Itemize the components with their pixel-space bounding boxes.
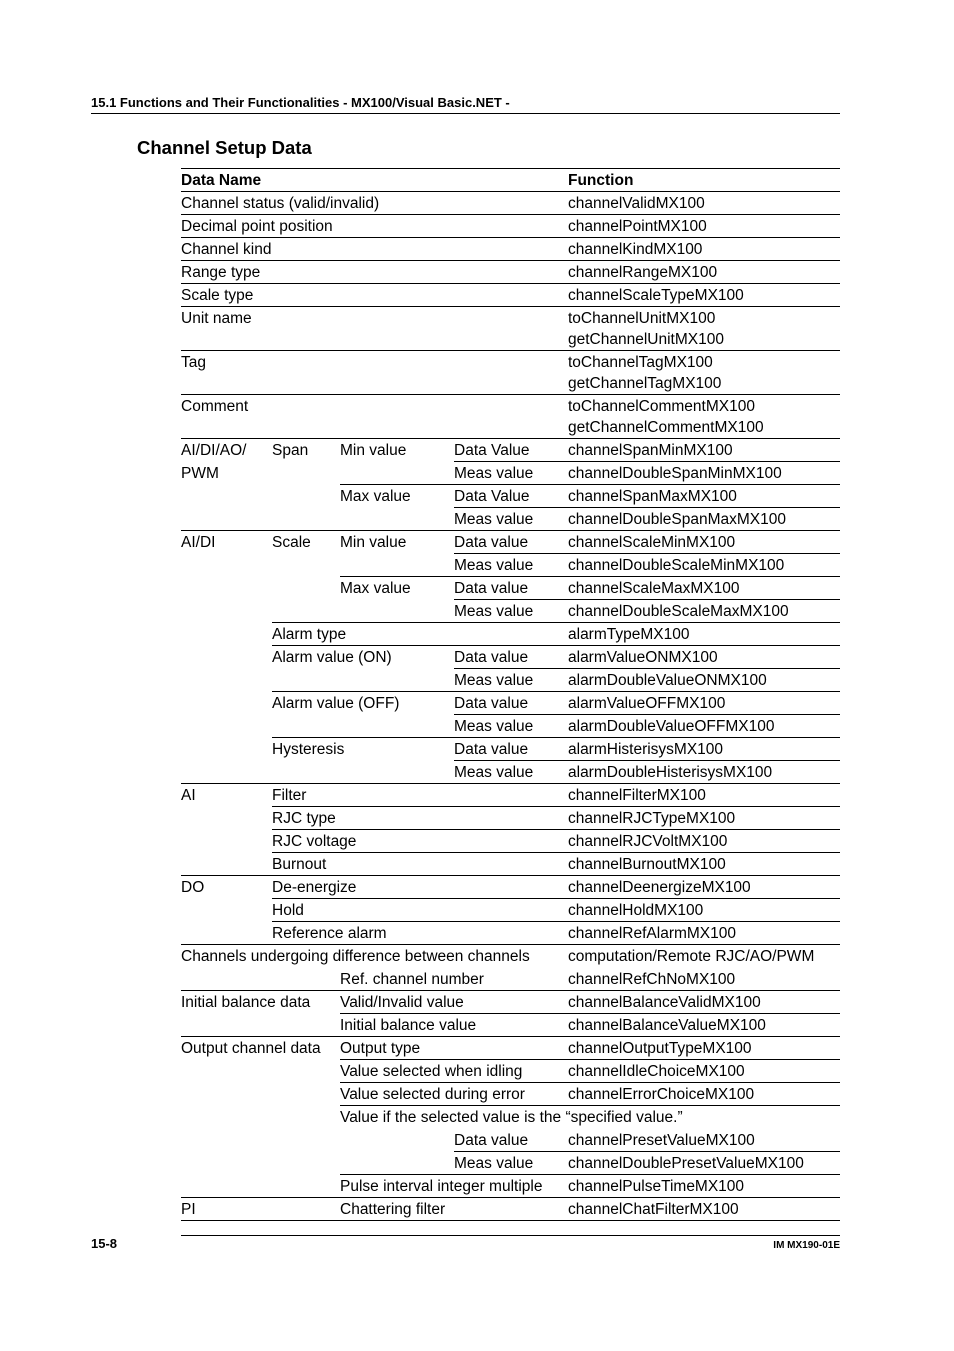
table-row	[181, 692, 840, 715]
data-name-cell: AI/DI	[181, 534, 216, 551]
data-name-cell: PI	[181, 1201, 196, 1218]
table-row	[181, 968, 840, 991]
function-cell: channelRJCVoltMX100	[568, 833, 728, 850]
table-row	[181, 715, 840, 738]
function-cell: toChannelCommentMX100 getChannelCommentMX100	[568, 398, 764, 436]
function-cell: alarmDoubleHisterisysMX100	[568, 764, 773, 781]
sub-cell: Alarm type	[272, 626, 347, 643]
running-head: 15.1 Functions and Their Functionalities - MX100/Visual Basic.NET -	[91, 95, 840, 114]
function-cell: channelBalanceValidMX100	[568, 994, 761, 1011]
sub-cell: Alarm value (ON)	[272, 649, 392, 666]
table-row	[181, 215, 840, 238]
table-row	[181, 439, 840, 462]
sub-cell: RJC type	[272, 810, 336, 827]
value-type-cell: Meas value	[454, 672, 534, 689]
table-row	[181, 1175, 840, 1198]
table-row	[181, 991, 840, 1014]
document-id: IM MX190-01E	[773, 1240, 840, 1251]
item-cell: Value selected when idling	[340, 1063, 523, 1080]
function-cell: alarmDoubleValueOFFMX100	[568, 718, 775, 735]
table-row	[181, 1060, 840, 1083]
channel-setup-table	[181, 168, 840, 1221]
function-cell: channelBurnoutMX100	[568, 856, 726, 873]
table-row	[181, 1152, 840, 1175]
data-name-cell: Comment	[181, 398, 249, 415]
function-cell: toChannelUnitMX100 getChannelUnitMX100	[568, 310, 724, 348]
data-name-cell: Decimal point position	[181, 218, 333, 235]
value-type-cell: Data Value	[454, 488, 530, 505]
table-row	[181, 508, 840, 531]
function-cell: channelRefChNoMX100	[568, 971, 736, 988]
data-name-cell: Initial balance data	[181, 994, 311, 1011]
item-cell: Initial balance value	[340, 1017, 477, 1034]
function-cell: channelPointMX100	[568, 218, 707, 235]
table-row	[181, 485, 840, 508]
sub-cell: Filter	[272, 787, 307, 804]
table-row	[181, 238, 840, 261]
table-row	[181, 351, 840, 395]
function-cell: computation/Remote RJC/AO/PWM	[568, 948, 815, 965]
item-cell: Pulse interval integer multiple	[340, 1178, 543, 1195]
function-cell: channelRefAlarmMX100	[568, 925, 737, 942]
table-row	[181, 669, 840, 692]
function-cell: toChannelTagMX100 getChannelTagMX100	[568, 354, 722, 392]
value-type-cell: Meas value	[454, 603, 534, 620]
item-cell: Min value	[340, 442, 407, 459]
table-row	[181, 922, 840, 945]
item-cell: Max value	[340, 488, 411, 505]
column-header-function: Function	[568, 172, 634, 189]
data-name-cell: Channel kind	[181, 241, 272, 258]
sub-cell: Hold	[272, 902, 304, 919]
function-cell: channelDoubleSpanMinMX100	[568, 465, 782, 482]
table-row	[181, 623, 840, 646]
sub-cell: De-energize	[272, 879, 357, 896]
table-row	[181, 738, 840, 761]
table-row	[181, 807, 840, 830]
function-cell: channelDoubleScaleMaxMX100	[568, 603, 789, 620]
item-cell: Value selected during error	[340, 1086, 525, 1103]
value-type-cell: Meas value	[454, 1155, 534, 1172]
value-type-cell: Meas value	[454, 718, 534, 735]
function-cell: channelScaleMaxMX100	[568, 580, 740, 597]
function-cell: alarmHisterisysMX100	[568, 741, 724, 758]
data-name-cell: Unit name	[181, 310, 252, 327]
table-row	[181, 261, 840, 284]
sub-cell: Reference alarm	[272, 925, 387, 942]
function-cell: channelIdleChoiceMX100	[568, 1063, 745, 1080]
function-cell: channelDoubleScaleMinMX100	[568, 557, 785, 574]
data-name-cell: Scale type	[181, 287, 254, 304]
function-cell: channelBalanceValueMX100	[568, 1017, 766, 1034]
table-row	[181, 646, 840, 669]
table-row	[181, 830, 840, 853]
table-row	[181, 395, 840, 439]
value-type-cell: Meas value	[454, 511, 534, 528]
data-name-cell: AI/DI/AO/	[181, 442, 247, 459]
function-cell: channelOutputTypeMX100	[568, 1040, 752, 1057]
sub-cell: RJC voltage	[272, 833, 357, 850]
value-type-cell: Data value	[454, 741, 529, 758]
value-type-cell: Data value	[454, 695, 529, 712]
data-name-cell: PWM	[181, 465, 219, 482]
function-cell: alarmDoubleValueONMX100	[568, 672, 767, 689]
function-cell: alarmValueOFFMX100	[568, 695, 726, 712]
table-row	[181, 531, 840, 554]
table-row	[181, 1129, 840, 1152]
sub-cell: Hysteresis	[272, 741, 345, 758]
page-number: 15-8	[91, 1236, 118, 1251]
item-cell: Valid/Invalid value	[340, 994, 464, 1011]
table-row	[181, 192, 840, 215]
value-type-cell: Data value	[454, 534, 529, 551]
column-header-data-name: Data Name	[181, 172, 262, 189]
function-cell: channelSpanMaxMX100	[568, 488, 737, 505]
data-name-cell: DO	[181, 879, 205, 896]
function-cell: alarmTypeMX100	[568, 626, 690, 643]
function-cell: channelDeenergizeMX100	[568, 879, 751, 896]
function-cell: channelPresetValueMX100	[568, 1132, 755, 1149]
function-cell: channelSpanMinMX100	[568, 442, 733, 459]
data-name-cell: Tag	[181, 354, 206, 371]
value-type-cell: Data Value	[454, 442, 530, 459]
function-cell: channelPulseTimeMX100	[568, 1178, 745, 1195]
function-cell: channelRangeMX100	[568, 264, 718, 281]
section-title: Channel Setup Data	[137, 137, 312, 158]
item-cell: Ref. channel number	[340, 971, 484, 988]
function-cell: channelDoubleSpanMaxMX100	[568, 511, 787, 528]
function-cell: channelKindMX100	[568, 241, 703, 258]
data-name-cell: Channel status (valid/invalid)	[181, 195, 380, 212]
table-row	[181, 1037, 840, 1060]
function-cell: channelHoldMX100	[568, 902, 704, 919]
function-cell: channelChatFilterMX100	[568, 1201, 739, 1218]
table-row	[181, 876, 840, 899]
table-row	[181, 1106, 840, 1129]
function-cell: channelDoublePresetValueMX100	[568, 1155, 804, 1172]
footer-rule	[181, 1235, 840, 1236]
table-row	[181, 554, 840, 577]
table-row	[181, 945, 840, 968]
data-name-cell: Output channel data	[181, 1040, 321, 1057]
table-row	[181, 784, 840, 807]
value-type-cell: Meas value	[454, 764, 534, 781]
value-type-cell: Data value	[454, 580, 529, 597]
table-row	[181, 1083, 840, 1106]
data-name-cell: AI	[181, 787, 196, 804]
value-type-cell: Data value	[454, 649, 529, 666]
sub-cell: Span	[272, 442, 309, 459]
table-row	[181, 600, 840, 623]
table-row	[181, 1014, 840, 1037]
function-cell: channelFilterMX100	[568, 787, 706, 804]
sub-cell: Burnout	[272, 856, 327, 873]
function-cell: channelScaleTypeMX100	[568, 287, 744, 304]
item-cell: Output type	[340, 1040, 421, 1057]
function-cell: channelRJCTypeMX100	[568, 810, 736, 827]
value-type-cell: Meas value	[454, 557, 534, 574]
item-cell: Min value	[340, 534, 407, 551]
table-row	[181, 853, 840, 876]
sub-cell: Alarm value (OFF)	[272, 695, 400, 712]
function-cell: alarmValueONMX100	[568, 649, 718, 666]
item-cell: Chattering filter	[340, 1201, 446, 1218]
item-cell: Value if the selected value is the “specified value.”	[340, 1109, 683, 1126]
table-row	[181, 307, 840, 351]
table-row	[181, 577, 840, 600]
table-row	[181, 284, 840, 307]
table-row	[181, 761, 840, 784]
function-cell: channelErrorChoiceMX100	[568, 1086, 755, 1103]
table-row	[181, 462, 840, 485]
table-header-row	[181, 169, 840, 192]
sub-cell: Scale	[272, 534, 311, 551]
data-name-cell: Channels undergoing difference between channels	[181, 948, 530, 965]
item-cell: Max value	[340, 580, 411, 597]
data-name-cell: Range type	[181, 264, 261, 281]
function-cell: channelValidMX100	[568, 195, 705, 212]
value-type-cell: Meas value	[454, 465, 534, 482]
table-row	[181, 1198, 840, 1221]
table-row	[181, 899, 840, 922]
value-type-cell: Data value	[454, 1132, 529, 1149]
function-cell: channelScaleMinMX100	[568, 534, 736, 551]
